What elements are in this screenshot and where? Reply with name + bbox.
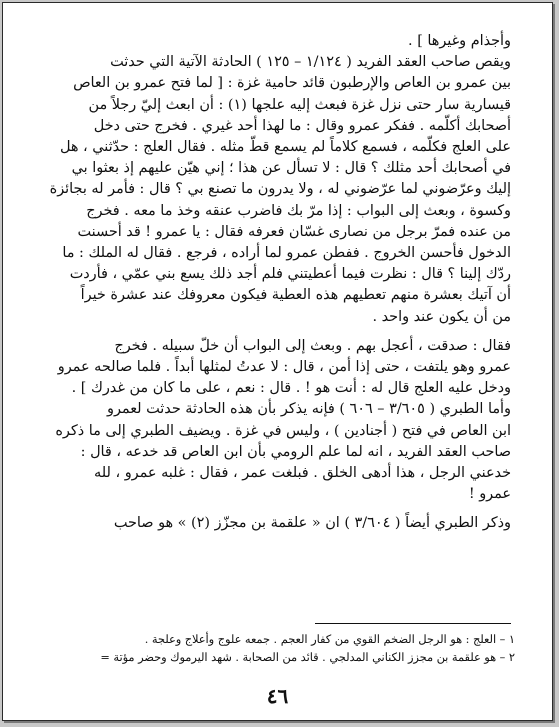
footnote-1: ١ – العلج : هو الرجل الضخم القوي من كفار العجم . جمعه علوج وأعلاج وعلجة . [144, 633, 515, 646]
text-line-22: عمرو ! [468, 486, 511, 503]
text-line-13: أن آتيك بعشرة منهم تعطيهم هذه العطية فيكون معروفك عند عشرة خيراً [80, 287, 511, 304]
text-line-10: من عنده فمرّ برجل من نصارى غسّان فعرفه فقال : يا عمرو ! قد أحسنت [77, 223, 511, 240]
text-line-3: بين عمرو بن العاص والإرطبون قائد حامية غزة : [ لما فتح عمرو بن العاص [73, 75, 511, 92]
text-line-5: أصحابك أكلّمه . ففكر عمرو وقال : ما لهذا أحد غيري . فخرج حتى دخل [93, 117, 511, 134]
text-line-12: ردّك إلينا ؟ قال : نظرت فيما أعطيتني فلم أجد ذلك يسع بني عمّي ، فأردت [69, 266, 511, 283]
main-text [39, 31, 511, 535]
text-line-4: قيسارية سار حتى نزل غزة فبعث إليه علجها (١) : أن ابعث إليّ رجلاً من [88, 96, 511, 113]
text-line-20: صاحب العقد الفريد ، انه لما علم الرومي بأن ابن العاص قد خدعه ، قال : [80, 443, 511, 460]
page-number: ٤٦ [266, 684, 289, 708]
text-line-21: خدعني الرجل ، هذا أدهى الخلق . فبلغت عمر ، فقال : غلبه عمرو ، لله [94, 465, 511, 482]
footnotes [37, 631, 515, 667]
text-line-2: ويقص صاحب العقد الفريد ( ١/١٢٤ – ١٢٥ ) الحادثة الآتية التي حدثت [110, 54, 511, 71]
footnote-divider [315, 623, 511, 624]
text-line-19: ابن العاص في فتح ( أجنادين ) ، وليس في غزة . ويضيف الطبري إلى ما ذكره [55, 422, 511, 439]
footnote-2: ٢ – هو علقمة بن مجزز الكناني المدلجي . قائد من الصحابة . شهد اليرموك وحضر مؤتة = [100, 651, 515, 664]
text-line-7: في أصحابك أحد مثلك ؟ قال : لا تسأل عن هذا ؛ إني هيّن عليهم إذ بعثوا بي [71, 160, 511, 177]
text-line-16: عمرو وهو يلتفت ، حتى إذا أمن ، قال : لا عدتُ لمثلها أبداً . فلما صالحه عمرو [57, 359, 511, 376]
text-line-11: الدخول فأحسن الخروج . ففطن عمرو لما أراده ، فرجع . فقال له الملك : ما [62, 245, 511, 262]
book-page [2, 2, 553, 721]
text-line-9: وكسوة ، وبعث إلى البواب : إذا مرّ بك فاضرب عنقه وخذ ما معه . فخرج [86, 202, 511, 219]
text-line-17: ودخل عليه العلج قال له : أنت هو ! . قال : نعم ، على ما كان من غدرك ] . [71, 380, 511, 397]
text-line-23: وذكر الطبري أيضاً ( ٣/٦٠٤ ) ان « علقمة بن مجزّز (٢) » هو صاحب [113, 515, 511, 532]
text-line-15: فقال : صدقت ، أعجل بهم . وبعث إلى البواب أن خلّ سبيله . فخرج [114, 337, 511, 354]
text-line-1: وأجذام وغيرها ] . [408, 33, 511, 49]
text-line-6: على العلج فكلّمه ، فسمع كلاماً لم يسمع قطّ مثله . فقال العلج : حدّثني ، هل [60, 139, 511, 156]
text-line-8: إليك وعرّضوني لما عرّضوني له ، ولا يدرون ما تصنع بي ؟ قال : فأمر له بجائزة [49, 181, 511, 198]
text-line-18: وأما الطبري ( ٣/٦٠٥ – ٦٠٦ ) فإنه يذكر بأن هذه الحادثة حدثت لعمرو [107, 401, 511, 418]
text-line-14: من أن يكون عند واحد . [372, 308, 511, 325]
